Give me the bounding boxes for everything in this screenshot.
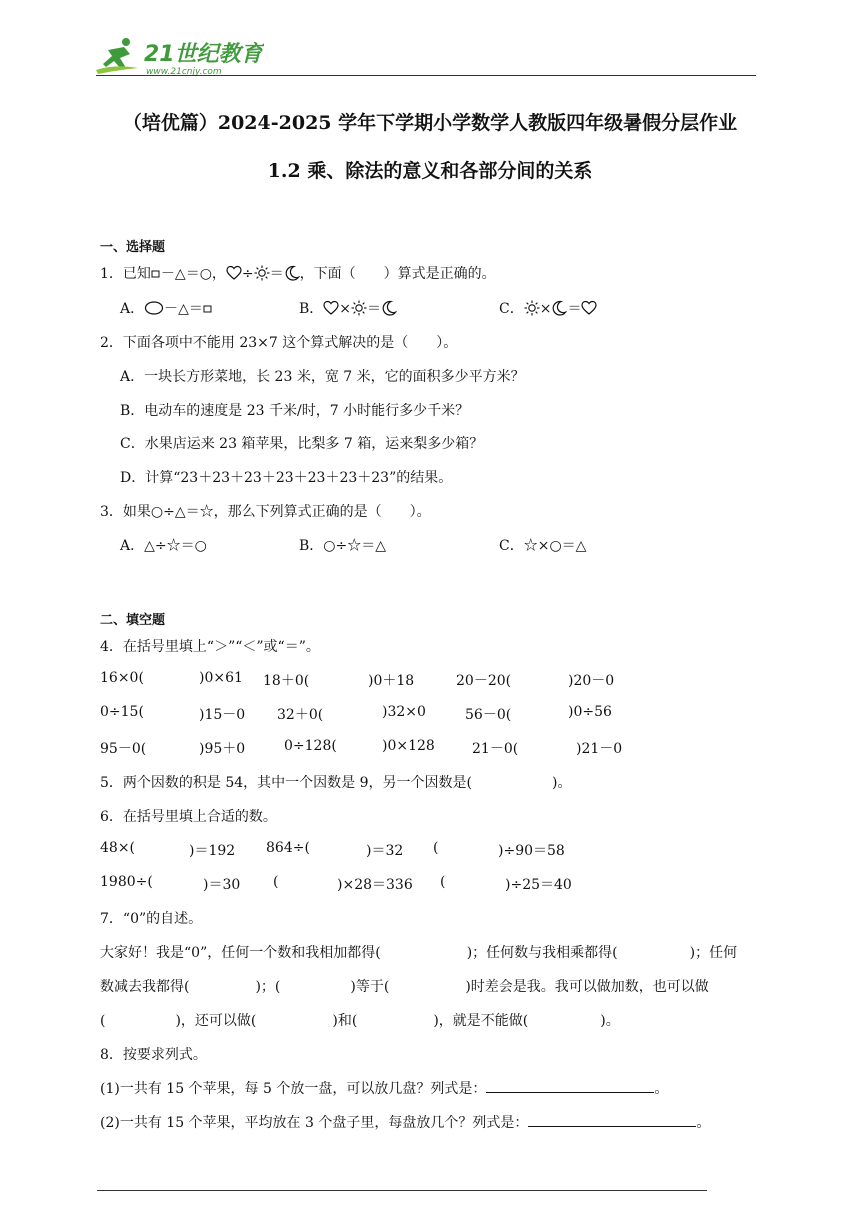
q4-item: )0×61 [199,670,243,686]
brand-logo [94,34,264,78]
q6-blank-r2c1[interactable]: 1980÷( [100,874,153,890]
question-3-stem: 3．如果○÷△＝☆，那么下列算式正确的是（ ）。 [100,504,431,520]
runner-logo-icon [96,38,138,74]
q6-item: )＝192 [189,843,236,859]
logo-url-text: www.21cnjy.com [146,67,222,77]
heart-icon [226,265,242,281]
question-1-option-b[interactable]: B． × ＝ [299,298,397,318]
question-1-option-c[interactable]: C． × ＝ [499,298,597,318]
question-3-option-b[interactable]: B．○÷☆＝△ [299,538,387,554]
q6-item: )×28＝336 [337,877,413,893]
q6-blank-r1c2[interactable]: 864÷( [266,840,310,856]
section-choice-heading: 一、选择题 [100,240,166,255]
q6-item: )＝32 [366,843,404,859]
heart-icon [323,300,339,316]
q4-item: )21－0 [576,741,623,757]
q4-blank-r2c3[interactable]: 56－0( [465,707,512,723]
q4-item: )0＋18 [368,673,415,689]
question-2-option-c[interactable]: C．水果店运来 23 箱苹果，比梨多 7 箱，运来梨多少箱？ [120,436,484,452]
question-5-stem: 5．两个因数的积是 54，其中一个因数是 9，另一个因数是( [100,775,472,791]
q4-blank-r2c2[interactable]: 32＋0( [277,707,324,723]
q4-item: )20－0 [568,673,615,689]
question-8-part-1: (1)一共有 15 个苹果，每 5 个放一盘，可以放几盘？列式是： 。 [100,1078,668,1098]
footer-rule [97,1190,707,1191]
question-1-option-a[interactable]: A． －△＝ [120,298,213,318]
page-title: （培优篇）2024-2025 学年下学期小学数学人教版四年级暑假分层作业 [122,112,738,134]
question-6-stem: 6．在括号里填上合适的数。 [100,809,277,825]
square-icon [151,267,161,281]
q4-blank-r1c2[interactable]: 18＋0( [263,673,310,689]
q7-line-3: ( )，还可以做( )和( )，就是不能做( )。 [100,1013,620,1029]
q6-blank-r2c3[interactable]: ( [440,874,446,890]
question-3-option-a[interactable]: A．△÷☆＝○ [120,538,207,554]
q4-item: )95＋0 [199,741,246,757]
sun-icon [351,300,367,316]
section-fill-heading: 二、填空题 [100,613,166,628]
q4-item: )32×0 [382,704,426,720]
question-4-stem: 4．在括号里填上“＞”“＜”或“＝”。 [100,639,320,655]
square-icon [203,302,213,316]
question-2-option-d[interactable]: D．计算“23＋23＋23＋23＋23＋23＋23”的结果。 [120,470,453,486]
answer-line[interactable] [486,1078,654,1093]
q4-item: )0÷56 [568,704,612,720]
question-2-option-b[interactable]: B．电动车的速度是 23 千米/时，7 小时能行多少千米？ [120,403,470,419]
q4-blank-r3c3[interactable]: 21－0( [472,741,519,757]
question-2-stem: 2．下面各项中不能用 23×7 这个算式解决的是（ ）。 [100,335,458,351]
q4-item: )15－0 [199,707,246,723]
question-8-stem: 8．按要求列式。 [100,1047,207,1063]
q6-item: )＝30 [203,877,241,893]
question-2-option-a[interactable]: A．一块长方形菜地，长 23 米，宽 7 米，它的面积多少平方米？ [120,369,525,385]
moon-icon [381,300,397,316]
q6-blank-r1c3[interactable]: ( [433,840,439,856]
moon-icon [551,300,567,316]
q7-line-2: 数减去我都得( )；( )等于( )时差会是我。我可以做加数，也可以做 [100,979,709,995]
q7-line-1: 大家好！我是“0”，任何一个数和我相加都得( )；任何数与我相乘都得( )；任何 [100,945,738,961]
q4-blank-r3c2[interactable]: 0÷128( [284,738,337,754]
q6-blank-r2c2[interactable]: ( [273,874,279,890]
q4-item: )0×128 [382,738,435,754]
heart-icon [581,300,597,316]
q4-blank-r1c3[interactable]: 20－20( [456,673,512,689]
header-rule [96,75,756,76]
logo-brand-text: 21世纪教育 [144,42,263,67]
q6-blank-r1c1[interactable]: 48×( [100,840,136,856]
sun-icon [254,265,270,281]
page-subtitle: 1.2 乘、除法的意义和各部分间的关系 [267,160,593,182]
question-5-end: )。 [552,775,572,791]
q6-item: )÷25＝40 [505,877,572,893]
moon-icon [284,265,300,281]
q4-blank-r1c1[interactable]: 16×0( [100,670,144,686]
question-7-stem: 7．“0”的自述。 [100,911,203,927]
q6-item: )÷90＝58 [498,843,565,859]
question-1-stem: 1．已知 －△＝○， ÷ ＝ ，下面（ ）算式是正确的。 [100,266,496,282]
question-3-option-c[interactable]: C．☆×○＝△ [499,538,587,554]
q4-blank-r2c1[interactable]: 0÷15( [100,704,144,720]
q4-blank-r3c1[interactable]: 95－0( [100,741,147,757]
circle-icon [144,300,164,316]
sun-icon [524,300,540,316]
question-8-part-2: (2)一共有 15 个苹果，平均放在 3 个盘子里，每盘放几个？列式是： 。 [100,1112,710,1132]
answer-line[interactable] [528,1112,696,1127]
